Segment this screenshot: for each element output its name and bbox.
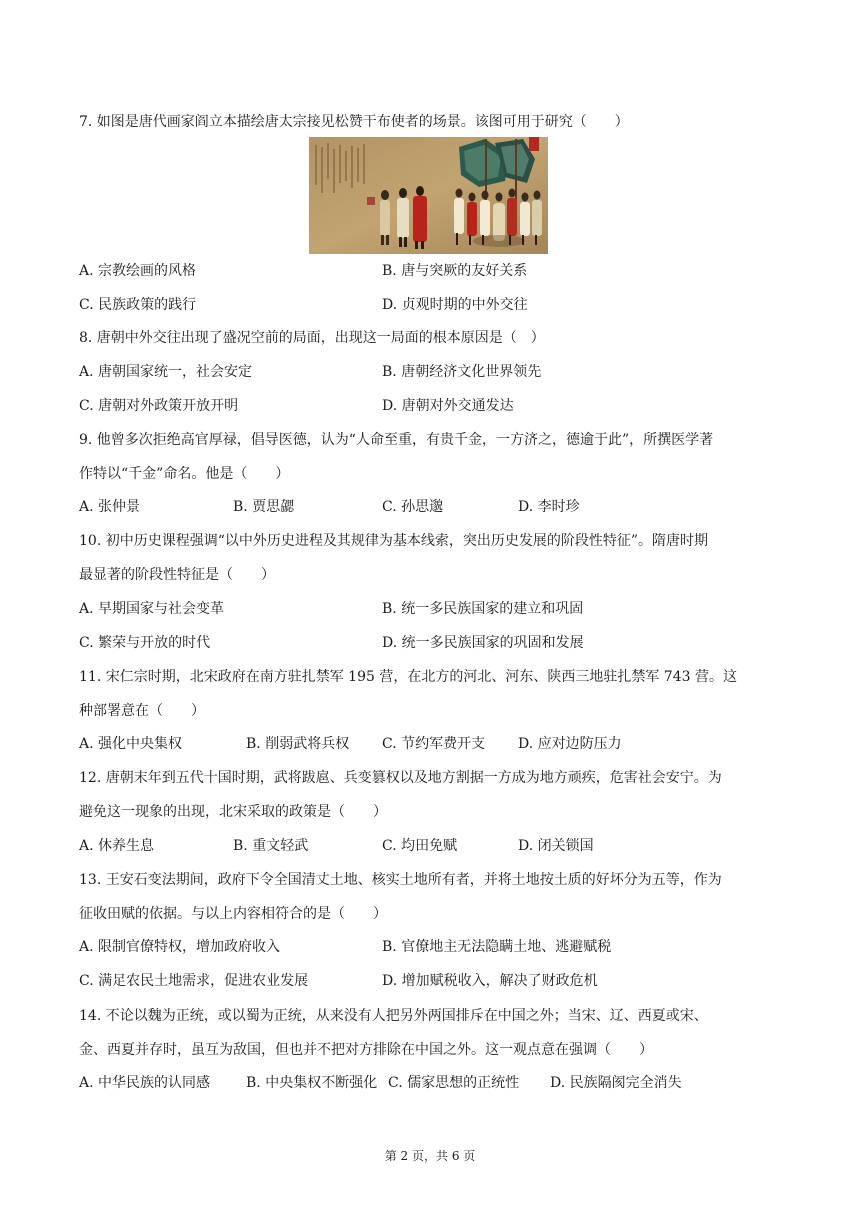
tang-painting-image <box>309 137 548 254</box>
q13-stem-line-1: 13. 王安石变法期间，政府下令全国清丈土地、核实土地所有者，并将土地按土质的好坏分为五等，作为 <box>79 872 722 888</box>
q11-stem-line-1: 11. 宋仁宗时期，北宋政府在南方驻扎禁军 195 营，在北方的河北、河东、陕西三地驻扎禁军 743 营。这 <box>79 669 737 685</box>
q9-stem-line-2: 作特以“千金”命名。他是（ ） <box>79 466 290 482</box>
q10-stem-line-1: 10. 初中历史课程强调“以中外历史进程及其规律为基本线索，突出历史发展的阶段性特征”。隋唐时期 <box>79 533 709 549</box>
q12-option-c: C. 均田免赋 <box>382 838 458 854</box>
q14-stem-line-1: 14. 不论以魏为正统，或以蜀为正统，从来没有人把另外两国排斥在中国之外；当宋、辽、西夏或宋、 <box>79 1008 708 1024</box>
q7-option-b: B. 唐与突厥的友好关系 <box>382 263 528 279</box>
q14-option-d: D. 民族隔阂完全消失 <box>550 1075 682 1091</box>
q8-option-a: A. 唐朝国家统一，社会安定 <box>79 364 253 380</box>
q8-option-b: B. 唐朝经济文化世界领先 <box>382 364 542 380</box>
q10-option-b: B. 统一多民族国家的建立和巩固 <box>382 601 584 617</box>
q13-option-b: B. 官僚地主无法隐瞒土地、逃避赋税 <box>382 939 612 955</box>
q12-stem-line-1: 12. 唐朝末年到五代十国时期，武将跋扈、兵变篡权以及地方割据一方成为地方顽疾，危害社会安宁。为 <box>79 770 722 786</box>
q7-stem: 7. 如图是唐代画家阎立本描绘唐太宗接见松赞干布使者的场景。该图可用于研究（ ） <box>79 114 629 130</box>
q13-option-c: C. 满足农民土地需求，促进农业发展 <box>79 973 309 989</box>
q11-option-d: D. 应对边防压力 <box>518 736 622 752</box>
q7-option-d: D. 贞观时期的中外交往 <box>382 297 528 313</box>
q11-option-a: A. 强化中央集权 <box>79 736 183 752</box>
q12-option-b: B. 重文轻武 <box>233 838 309 854</box>
q9-option-b: B. 贾思勰 <box>233 499 295 515</box>
q13-option-a: A. 限制官僚特权，增加政府收入 <box>79 939 281 955</box>
q10-stem-line-2: 最显著的阶段性特征是（ ） <box>79 567 275 583</box>
q8-stem: 8. 唐朝中外交往出现了盛况空前的局面，出现这一局面的根本原因是（ ） <box>79 330 545 346</box>
q11-stem-line-2: 种部署意在（ ） <box>79 703 205 719</box>
q9-option-a: A. 张仲景 <box>79 499 141 515</box>
q14-option-c: C. 儒家思想的正统性 <box>388 1075 520 1091</box>
q9-option-d: D. 李时珍 <box>518 499 580 515</box>
q14-option-a: A. 中华民族的认同感 <box>79 1075 211 1091</box>
q10-option-d: D. 统一多民族国家的巩固和发展 <box>382 635 584 651</box>
q7-option-c: C. 民族政策的践行 <box>79 297 197 313</box>
q11-option-c: C. 节约军费开支 <box>382 736 486 752</box>
q10-option-a: A. 早期国家与社会变革 <box>79 601 225 617</box>
q9-option-c: C. 孙思邈 <box>382 499 444 515</box>
q8-option-c: C. 唐朝对外政策开放开明 <box>79 398 239 414</box>
q9-stem-line-1: 9. 他曾多次拒绝高官厚禄，倡导医德，认为“人命至重，有贵千金，一方济之，德逾于此”，所撰医学著 <box>79 432 714 448</box>
q10-option-c: C. 繁荣与开放的时代 <box>79 635 211 651</box>
q13-stem-line-2: 征收田赋的依据。与以上内容相符合的是（ ） <box>79 906 387 922</box>
page-number-footer: 第 2 页，共 6 页 <box>384 1149 476 1163</box>
q12-option-a: A. 休养生息 <box>79 838 155 854</box>
q12-stem-line-2: 避免这一现象的出现，北宋采取的政策是（ ） <box>79 804 387 820</box>
q14-option-b: B. 中央集权不断强化 <box>246 1075 378 1091</box>
q12-option-d: D. 闭关锁国 <box>518 838 594 854</box>
q11-option-b: B. 削弱武将兵权 <box>246 736 350 752</box>
q7-option-a: A. 宗教绘画的风格 <box>79 263 197 279</box>
q13-option-d: D. 增加赋税收入，解决了财政危机 <box>382 973 598 989</box>
q14-stem-line-2: 金、西夏并存时，虽互为敌国，但也并不把对方排除在中国之外。这一观点意在强调（ ） <box>79 1042 653 1058</box>
q8-option-d: D. 唐朝对外交通发达 <box>382 398 514 414</box>
